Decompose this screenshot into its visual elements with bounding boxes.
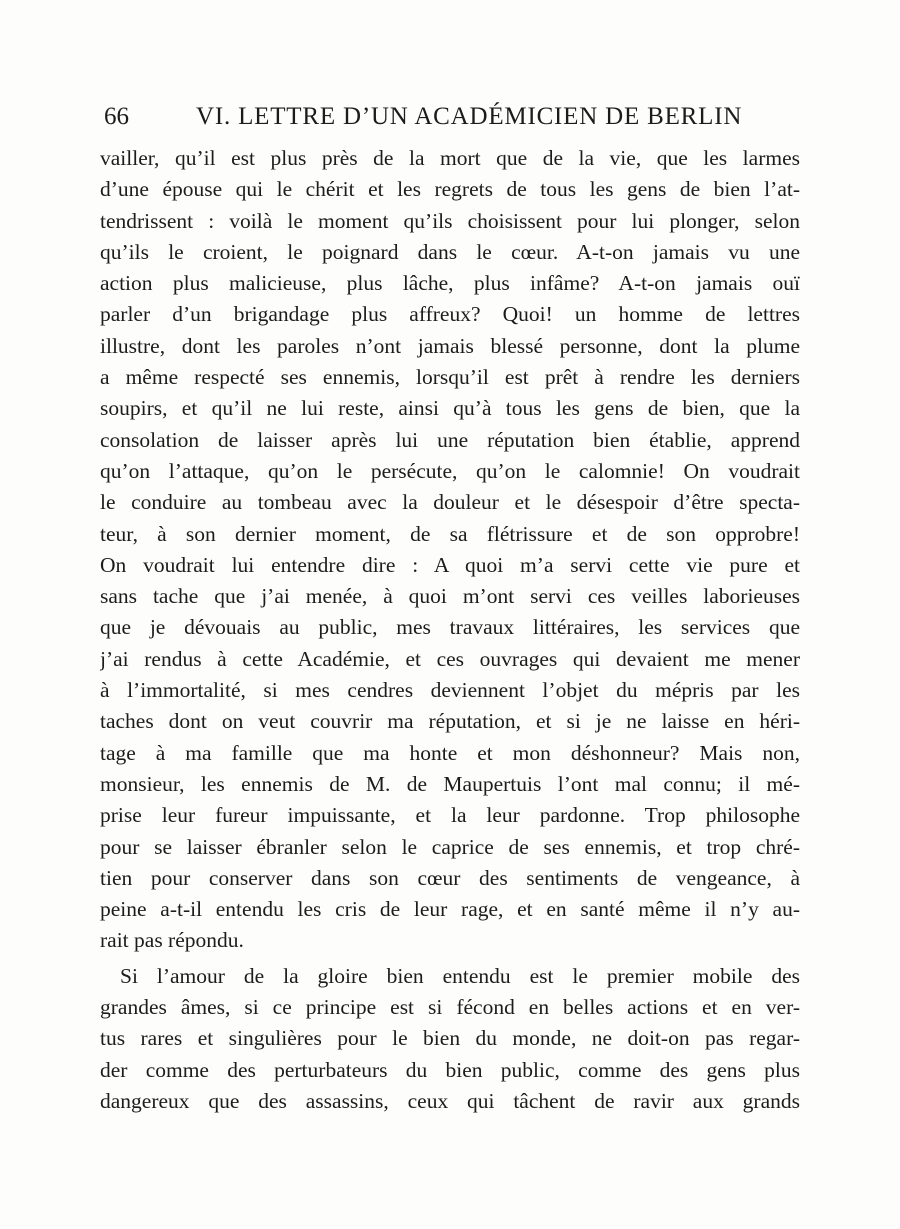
text-line: sans tache que j’ai menée, à quoi m’ont servi ces veilles laborieuses: [100, 584, 800, 609]
text-line: pour se laisser ébranler selon le caprice de ses ennemis, et trop chré-: [100, 834, 800, 859]
text-line: rait pas répondu.: [100, 928, 244, 953]
text-line: parler d’un brigandage plus affreux? Quoi! un homme de lettres: [100, 302, 800, 327]
text-line: a même respecté ses ennemis, lorsqu’il est prêt à rendre les derniers: [100, 365, 800, 390]
text-line: d’une épouse qui le chérit et les regrets de tous les gens de bien l’at-: [100, 177, 800, 202]
text-line: action plus malicieuse, plus lâche, plus infâme? A-t-on jamais ouï: [100, 271, 800, 296]
text-line: Si l’amour de la gloire bien entendu est le premier mobile des: [120, 963, 800, 988]
running-title: VI. LETTRE D’UN ACADÉMICIEN DE BERLIN: [196, 103, 743, 130]
text-line: grandes âmes, si ce principe est si fécond en belles actions et en ver-: [100, 995, 800, 1020]
text-line: soupirs, et qu’il ne lui reste, ainsi qu’à tous les gens de bien, que la: [100, 396, 800, 421]
text-line: à l’immortalité, si mes cendres deviennent l’objet du mépris par les: [100, 678, 800, 703]
text-line: der comme des perturbateurs du bien public, comme des gens plus: [100, 1057, 800, 1082]
text-line: taches dont on veut couvrir ma réputation, et si je ne laisse en héri-: [100, 709, 800, 734]
text-line: qu’ils le croient, le poignard dans le cœur. A-t-on jamais vu une: [100, 239, 800, 264]
text-line: tage à ma famille que ma honte et mon déshonneur? Mais non,: [100, 740, 800, 765]
text-line: peine a-t-il entendu les cris de leur rage, et en santé même il n’y au-: [100, 897, 800, 922]
text-line: tus rares et singulières pour le bien du monde, ne doit-on pas regar-: [100, 1026, 800, 1051]
text-line: j’ai rendus à cette Académie, et ces ouvrages qui devaient me mener: [100, 646, 800, 671]
page-header: [104, 100, 804, 134]
body-text: [100, 143, 800, 1117]
text-line: consolation de laisser après lui une réputation bien établie, apprend: [100, 427, 800, 452]
text-line: qu’on l’attaque, qu’on le persécute, qu’on le calomnie! On voudrait: [100, 458, 800, 483]
text-line: le conduire au tombeau avec la douleur et le désespoir d’être specta-: [100, 490, 800, 515]
text-line: tendrissent : voilà le moment qu’ils choisissent pour lui plonger, selon: [100, 208, 800, 233]
text-line: tien pour conserver dans son cœur des sentiments de vengeance, à: [100, 865, 800, 890]
text-line: que je dévouais au public, mes travaux littéraires, les services que: [100, 615, 800, 640]
text-line: illustre, dont les paroles n’ont jamais blessé personne, dont la plume: [100, 333, 800, 358]
text-line: prise leur fureur impuissante, et la leur pardonne. Trop philosophe: [100, 803, 800, 828]
page-number: 66: [104, 103, 129, 130]
text-line: On voudrait lui entendre dire : A quoi m’a servi cette vie pure et: [100, 552, 800, 577]
text-line: monsieur, les ennemis de M. de Maupertuis l’ont mal connu; il mé-: [100, 771, 800, 796]
text-line: vailler, qu’il est plus près de la mort que de la vie, que les larmes: [100, 146, 800, 170]
text-line: teur, à son dernier moment, de sa flétrissure et de son opprobre!: [100, 521, 800, 546]
text-line: dangereux que des assassins, ceux qui tâchent de ravir aux grands: [100, 1088, 800, 1113]
